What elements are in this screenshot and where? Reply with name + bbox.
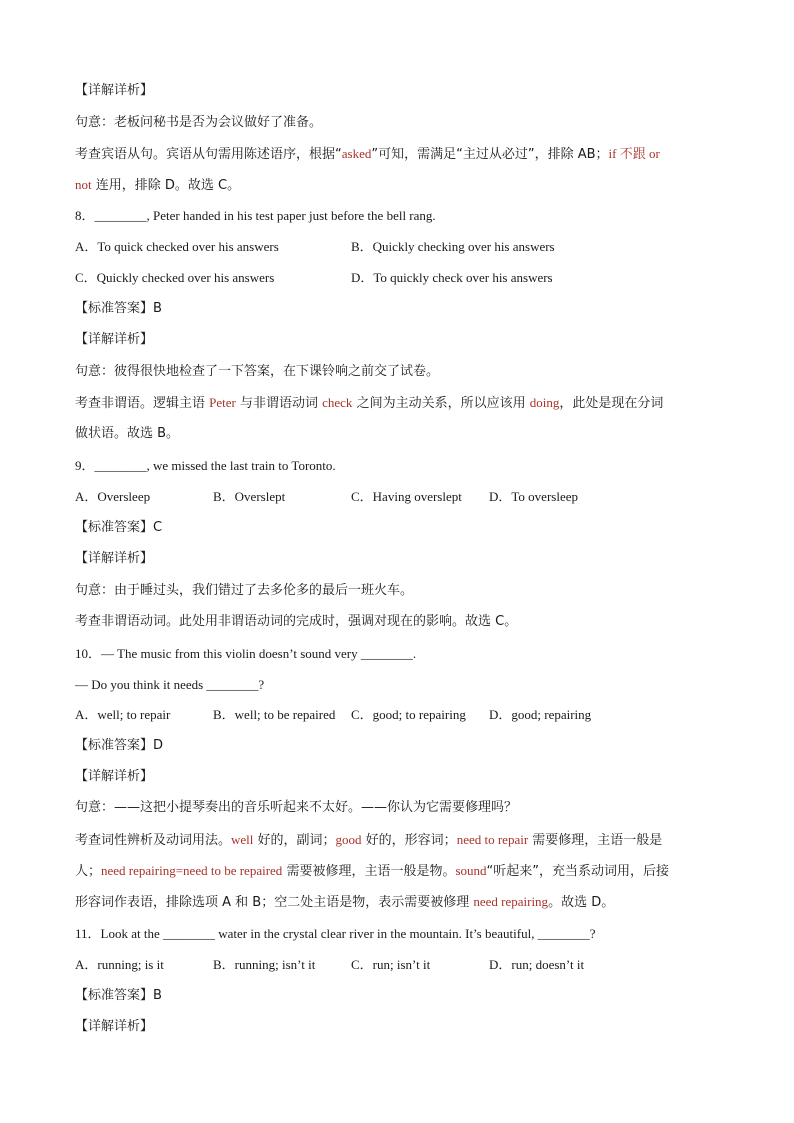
text-segment: 考查词性辨析及动词用法。 (75, 833, 232, 848)
q8-meaning: 句意：彼得很快地检查了一下答案，在下课铃响之前交了试卷。 (75, 364, 440, 379)
q11-option-a: A．running; is it (75, 957, 164, 972)
text-segment: 考查非谓语。逻辑主语 (75, 396, 210, 411)
q7-meaning: 句意：老板问秘书是否为会议做好了准备。 (75, 115, 323, 130)
q8-analysis-line-1 (75, 394, 663, 413)
q9-meaning: 句意：由于睡过头，我们错过了去多伦多的最后一班火车。 (75, 583, 414, 598)
q9-detail-header: 【详解详析】 (75, 551, 154, 566)
q9-answer: 【标准答案】C (75, 520, 163, 535)
q10-meaning: 句意：——这把小提琴奏出的音乐听起来不太好。——你认为它需要修理吗？ (75, 800, 518, 815)
highlight-term: well (231, 832, 254, 847)
highlight-term: if 不跟 or (608, 146, 660, 161)
q8-detail-header: 【详解详析】 (75, 332, 154, 347)
q11-detail-header: 【详解详析】 (75, 1019, 154, 1034)
q8-option-b: B．Quickly checking over his answers (351, 239, 555, 254)
text-segment: 连用，排除 D。故选 C。 (91, 178, 241, 193)
text-segment: 考查宾语从句。宾语从句需用陈述语序，根据“ (75, 147, 342, 162)
text-segment: 之间为主动关系，所以应该用 (352, 396, 530, 411)
q8-option-a: A．To quick checked over his answers (75, 239, 279, 254)
q10-detail-header: 【详解详析】 (75, 769, 154, 784)
highlight-term: doing (529, 395, 560, 410)
text-segment: 好的，副词； (253, 833, 336, 848)
q8-answer: 【标准答案】B (75, 301, 162, 316)
highlight-term: good (335, 832, 362, 847)
q11-option-b: B．running; isn’t it (213, 957, 316, 972)
q10-analysis-line-3 (75, 893, 614, 912)
text-segment: “听起来”，充当系动词用，后接 (486, 864, 669, 879)
q11-option-c: C．run; isn’t it (351, 957, 431, 972)
q9-option-d: D．To oversleep (489, 489, 578, 504)
text-segment: 。故选 D。 (548, 895, 615, 910)
q10-option-c: C．good; to repairing (351, 707, 466, 722)
q10-option-d: D．good; repairing (489, 707, 592, 722)
text-segment: 与非谓语动词 (235, 396, 323, 411)
text-segment: 需要修理，主语一般是 (528, 833, 663, 848)
highlight-term: sound (455, 863, 487, 878)
text-segment: ，此处是现在分词 (559, 396, 664, 411)
q8-option-c: C．Quickly checked over his answers (75, 270, 275, 285)
q10-answer: 【标准答案】D (75, 738, 164, 753)
highlight-term: check (322, 395, 353, 410)
q7-analysis-line-1 (75, 145, 660, 164)
highlight-term: need repairing (473, 894, 549, 909)
text-segment: ”可知，需满足“主过从必过”，排除 AB； (371, 147, 609, 162)
q9-option-c: C．Having overslept (351, 489, 462, 504)
q11-stem: 11．Look at the ________ water in the crystal clear river in the mountain. It’s beautiful, ________? (75, 926, 596, 941)
q9-analysis: 考查非谓语动词。此处用非谓语动词的完成时，强调对现在的影响。故选 C。 (75, 614, 518, 629)
text-segment: 人； (75, 864, 102, 879)
highlight-term: asked (341, 146, 372, 161)
q7-analysis-line-2 (75, 176, 240, 195)
q10-analysis-line-2 (75, 862, 669, 881)
text-segment: 好的，形容词； (361, 833, 457, 848)
q9-option-a: A．Oversleep (75, 489, 151, 504)
q8-option-d: D．To quickly check over his answers (351, 270, 553, 285)
text-segment: 需要被修理，主语一般是物。 (282, 864, 456, 879)
q8-stem: 8．________, Peter handed in his test paper just before the bell rang. (75, 208, 436, 223)
q9-option-b: B．Overslept (213, 489, 286, 504)
section-header-detail: 【详解详析】 (75, 83, 154, 98)
q9-stem: 9．________, we missed the last train to Toronto. (75, 458, 336, 473)
q10-stem-2: — Do you think it needs ________? (75, 677, 265, 692)
q11-option-d: D．run; doesn’t it (489, 957, 585, 972)
q10-stem-1: 10．— The music from this violin doesn’t sound very ________. (75, 646, 417, 661)
text-segment: 形容词作表语，排除选项 A 和 B；空二处主语是物，表示需要被修理 (75, 895, 474, 910)
q11-answer: 【标准答案】B (75, 988, 162, 1003)
highlight-term: Peter (209, 395, 236, 410)
highlight-term: need repairing=need to be repaired (101, 863, 283, 878)
q10-analysis-line-1 (75, 831, 662, 850)
highlight-term: need to repair (456, 832, 529, 847)
q10-option-b: B．well; to be repaired (213, 707, 336, 722)
q10-option-a: A．well; to repair (75, 707, 171, 722)
highlight-term: not (75, 177, 92, 192)
q8-analysis-line-2: 做状语。故选 B。 (75, 426, 180, 441)
